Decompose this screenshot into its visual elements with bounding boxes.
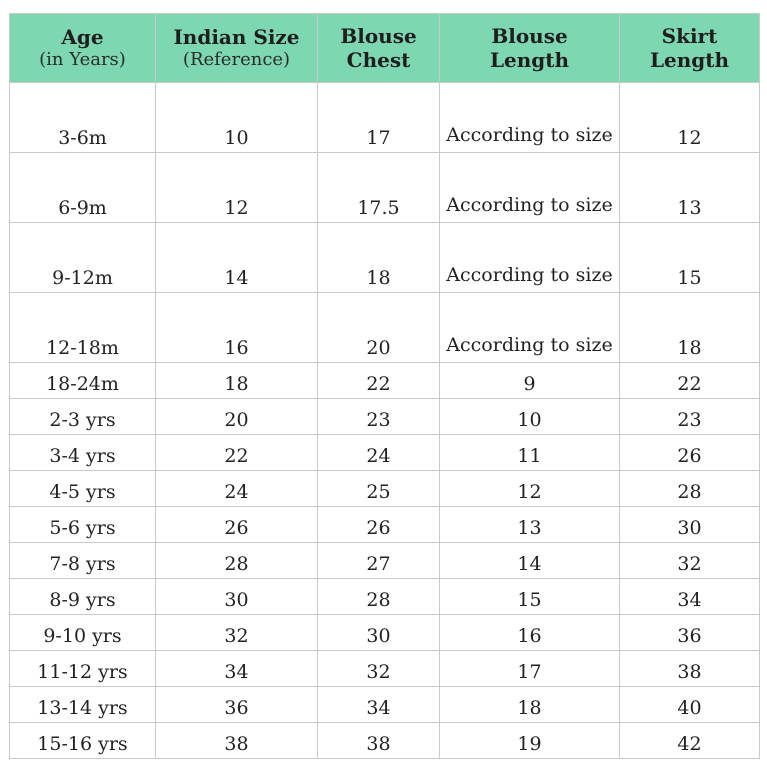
cell-blouse-chest: 38 <box>318 723 440 759</box>
cell-indian-size: 16 <box>156 293 318 363</box>
header-skirt-length <box>620 14 760 83</box>
cell-skirt-length: 38 <box>620 651 760 687</box>
table-body <box>10 83 760 759</box>
cell-indian-size: 36 <box>156 687 318 723</box>
cell-age: 15-16 yrs <box>10 723 156 759</box>
header-indian-size-subtitle: (Reference) <box>182 49 291 71</box>
cell-indian-size: 24 <box>156 471 318 507</box>
header-blouse-chest <box>318 14 440 83</box>
header-skirt-length-line1: Skirt <box>661 23 718 48</box>
cell-skirt-length: 32 <box>620 543 760 579</box>
cell-blouse-length: 10 <box>440 399 620 435</box>
cell-skirt-length: 40 <box>620 687 760 723</box>
cell-indian-size: 34 <box>156 651 318 687</box>
cell-age: 5-6 yrs <box>10 507 156 543</box>
cell-age: 3-4 yrs <box>10 435 156 471</box>
cell-skirt-length: 26 <box>620 435 760 471</box>
cell-blouse-length: 13 <box>440 507 620 543</box>
cell-blouse-chest: 30 <box>318 615 440 651</box>
cell-skirt-length: 18 <box>620 293 760 363</box>
cell-blouse-length: According to size <box>440 153 620 223</box>
cell-age: 18-24m <box>10 363 156 399</box>
table-row <box>10 471 760 507</box>
cell-blouse-chest: 20 <box>318 293 440 363</box>
header-indian-size <box>156 14 318 83</box>
cell-blouse-chest: 23 <box>318 399 440 435</box>
table-row <box>10 723 760 759</box>
table-row <box>10 83 760 153</box>
cell-age: 2-3 yrs <box>10 399 156 435</box>
cell-blouse-length: 12 <box>440 471 620 507</box>
table-row <box>10 223 760 293</box>
header-blouse-length-line1: Blouse <box>491 23 568 48</box>
cell-indian-size: 28 <box>156 543 318 579</box>
cell-blouse-chest: 26 <box>318 507 440 543</box>
table-row <box>10 543 760 579</box>
cell-blouse-length: 9 <box>440 363 620 399</box>
cell-blouse-chest: 17.5 <box>318 153 440 223</box>
cell-skirt-length: 13 <box>620 153 760 223</box>
cell-indian-size: 20 <box>156 399 318 435</box>
cell-age: 12-18m <box>10 293 156 363</box>
cell-skirt-length: 15 <box>620 223 760 293</box>
cell-blouse-length: 11 <box>440 435 620 471</box>
cell-indian-size: 26 <box>156 507 318 543</box>
cell-age: 3-6m <box>10 83 156 153</box>
cell-blouse-chest: 22 <box>318 363 440 399</box>
header-row <box>10 14 760 83</box>
cell-indian-size: 38 <box>156 723 318 759</box>
cell-skirt-length: 12 <box>620 83 760 153</box>
cell-indian-size: 22 <box>156 435 318 471</box>
cell-age: 9-10 yrs <box>10 615 156 651</box>
cell-blouse-chest: 18 <box>318 223 440 293</box>
header-age-subtitle: (in Years) <box>39 49 126 71</box>
cell-blouse-chest: 34 <box>318 687 440 723</box>
cell-blouse-length: According to size <box>440 223 620 293</box>
table-row <box>10 579 760 615</box>
cell-blouse-length: 19 <box>440 723 620 759</box>
cell-blouse-length: 16 <box>440 615 620 651</box>
table-header <box>10 14 760 83</box>
table-row <box>10 153 760 223</box>
cell-blouse-chest: 27 <box>318 543 440 579</box>
cell-indian-size: 12 <box>156 153 318 223</box>
cell-skirt-length: 34 <box>620 579 760 615</box>
header-blouse-length-line2: Length <box>489 48 570 72</box>
table-row <box>10 363 760 399</box>
cell-indian-size: 10 <box>156 83 318 153</box>
table-row <box>10 507 760 543</box>
cell-blouse-chest: 24 <box>318 435 440 471</box>
size-chart-table <box>9 13 760 759</box>
cell-blouse-chest: 17 <box>318 83 440 153</box>
cell-indian-size: 14 <box>156 223 318 293</box>
table-row <box>10 615 760 651</box>
cell-blouse-length: According to size <box>440 83 620 153</box>
cell-blouse-length: According to size <box>440 293 620 363</box>
cell-skirt-length: 23 <box>620 399 760 435</box>
table-row <box>10 399 760 435</box>
table-row <box>10 293 760 363</box>
cell-blouse-chest: 28 <box>318 579 440 615</box>
cell-blouse-chest: 25 <box>318 471 440 507</box>
cell-age: 13-14 yrs <box>10 687 156 723</box>
cell-age: 7-8 yrs <box>10 543 156 579</box>
cell-indian-size: 30 <box>156 579 318 615</box>
cell-blouse-length: 15 <box>440 579 620 615</box>
header-blouse-chest-line1: Blouse <box>340 23 417 48</box>
cell-blouse-chest: 32 <box>318 651 440 687</box>
header-blouse-length <box>440 14 620 83</box>
cell-skirt-length: 30 <box>620 507 760 543</box>
cell-blouse-length: 17 <box>440 651 620 687</box>
table-row <box>10 435 760 471</box>
header-skirt-length-line2: Length <box>649 48 730 72</box>
cell-age: 4-5 yrs <box>10 471 156 507</box>
cell-skirt-length: 36 <box>620 615 760 651</box>
table-row <box>10 687 760 723</box>
table-row <box>10 651 760 687</box>
cell-age: 6-9m <box>10 153 156 223</box>
cell-skirt-length: 42 <box>620 723 760 759</box>
cell-age: 11-12 yrs <box>10 651 156 687</box>
cell-indian-size: 18 <box>156 363 318 399</box>
header-blouse-chest-line2: Chest <box>346 48 411 72</box>
cell-blouse-length: 18 <box>440 687 620 723</box>
cell-skirt-length: 22 <box>620 363 760 399</box>
cell-age: 9-12m <box>10 223 156 293</box>
header-age <box>10 14 156 83</box>
cell-blouse-length: 14 <box>440 543 620 579</box>
cell-skirt-length: 28 <box>620 471 760 507</box>
cell-indian-size: 32 <box>156 615 318 651</box>
header-indian-size-title: Indian Size <box>173 24 300 49</box>
cell-age: 8-9 yrs <box>10 579 156 615</box>
header-age-title: Age <box>61 24 104 49</box>
